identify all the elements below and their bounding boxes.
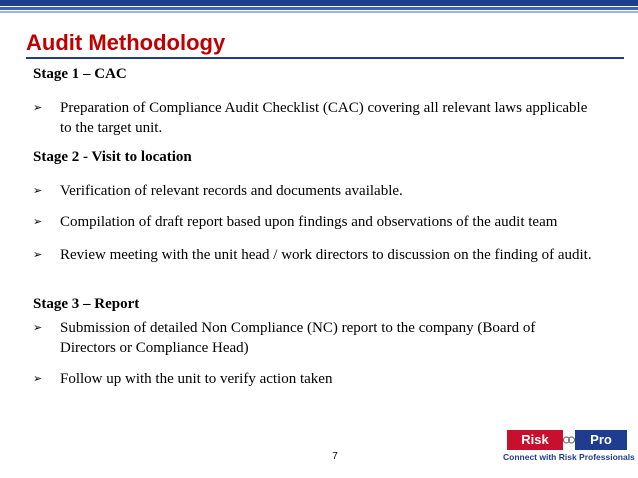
riskpro-logo — [503, 430, 633, 468]
arrowhead-bullet-icon: ➢ — [33, 372, 43, 385]
title-underline — [26, 57, 624, 59]
arrowhead-bullet-icon: ➢ — [33, 248, 43, 261]
slide-title: Audit Methodology — [26, 30, 226, 55]
header-stripe — [0, 7, 638, 10]
list-item: ➢ Review meeting with the unit head / work directors to discussion on the finding of audit. — [33, 247, 592, 263]
header-bar — [0, 0, 638, 17]
page-number: 7 — [332, 451, 338, 462]
arrowhead-bullet-icon: ➢ — [33, 101, 43, 114]
list-item: ➢ Compilation of draft report based upon findings and observations of the audit team — [33, 214, 558, 230]
arrowhead-bullet-icon: ➢ — [33, 321, 43, 334]
stage-3-heading: Stage 3 – Report — [33, 296, 140, 312]
chain-link-icon — [563, 436, 575, 444]
stage-2-heading: Stage 2 - Visit to location — [33, 149, 192, 165]
logo-risk-text: Risk — [507, 430, 563, 450]
list-item: ➢ Preparation of Compliance Audit Checklist (CAC) covering all relevant laws applicable to the target unit. — [33, 100, 588, 136]
arrowhead-bullet-icon: ➢ — [33, 184, 43, 197]
list-item: ➢ Submission of detailed Non Compliance (NC) report to the company (Board of Directors or Compliance Head) — [33, 320, 536, 356]
logo-pro-text: Pro — [575, 430, 627, 450]
arrowhead-bullet-icon: ➢ — [33, 215, 43, 228]
stage-1-heading: Stage 1 – CAC — [33, 66, 127, 82]
logo-tagline: Connect with Risk Professionals — [503, 452, 635, 462]
list-item: ➢ Verification of relevant records and documents available. — [33, 183, 403, 199]
header-stripe — [0, 11, 638, 13]
list-item: ➢ Follow up with the unit to verify action taken — [33, 371, 333, 387]
header-stripe — [0, 0, 638, 6]
